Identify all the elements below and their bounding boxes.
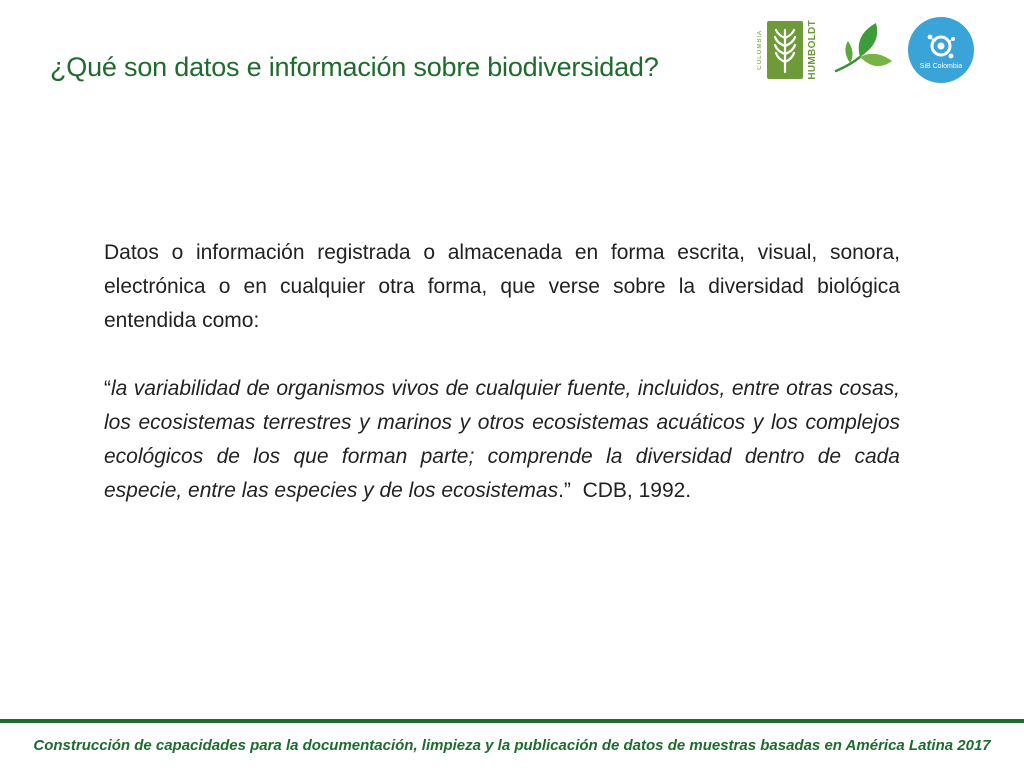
definition-intro: Datos o información registrada o almacenada en forma escrita, visual, sonora, electrónica o en cualquier otra forma, que verse sobre la diversidad biológica entendida como: <box>104 241 900 332</box>
quote-text: la variabilidad de organismos vivos de cualquier fuente, incluidos, entre otras cosas, los ecosistemas terrestres y marinos y otros ecosistemas acuáticos y los complejos ecológicos de los que forman parte; comprende la diversidad dentro de cada especie, entre las especies y de los ecosistemas <box>104 377 900 502</box>
footer-text: Construcción de capacidades para la documentación, limpieza y la publicación de datos de muestras basadas en América Latina 2017 <box>33 737 991 754</box>
humboldt-logo <box>757 20 818 80</box>
sib-colombia-icon <box>924 31 958 61</box>
definition-quote <box>104 372 900 508</box>
logo-group <box>757 16 974 84</box>
quote-close-mark: .” <box>558 479 571 502</box>
sib-logo-caption: SiB Colombia <box>919 62 963 70</box>
green-leaves-icon <box>832 21 894 79</box>
slide-footer <box>0 719 1024 768</box>
quote-open-mark: “ <box>104 377 111 400</box>
slide-title: ¿Qué son datos e información sobre biodiversidad? <box>50 52 659 82</box>
sib-colombia-logo <box>908 17 974 83</box>
definition-body <box>104 236 900 508</box>
humboldt-leaf-icon <box>767 21 803 79</box>
quote-citation: CDB, 1992. <box>570 479 692 502</box>
humboldt-logo-text: HUMBOLDT <box>807 20 818 80</box>
humboldt-logo-subtext: COLOMBIA <box>757 30 763 70</box>
